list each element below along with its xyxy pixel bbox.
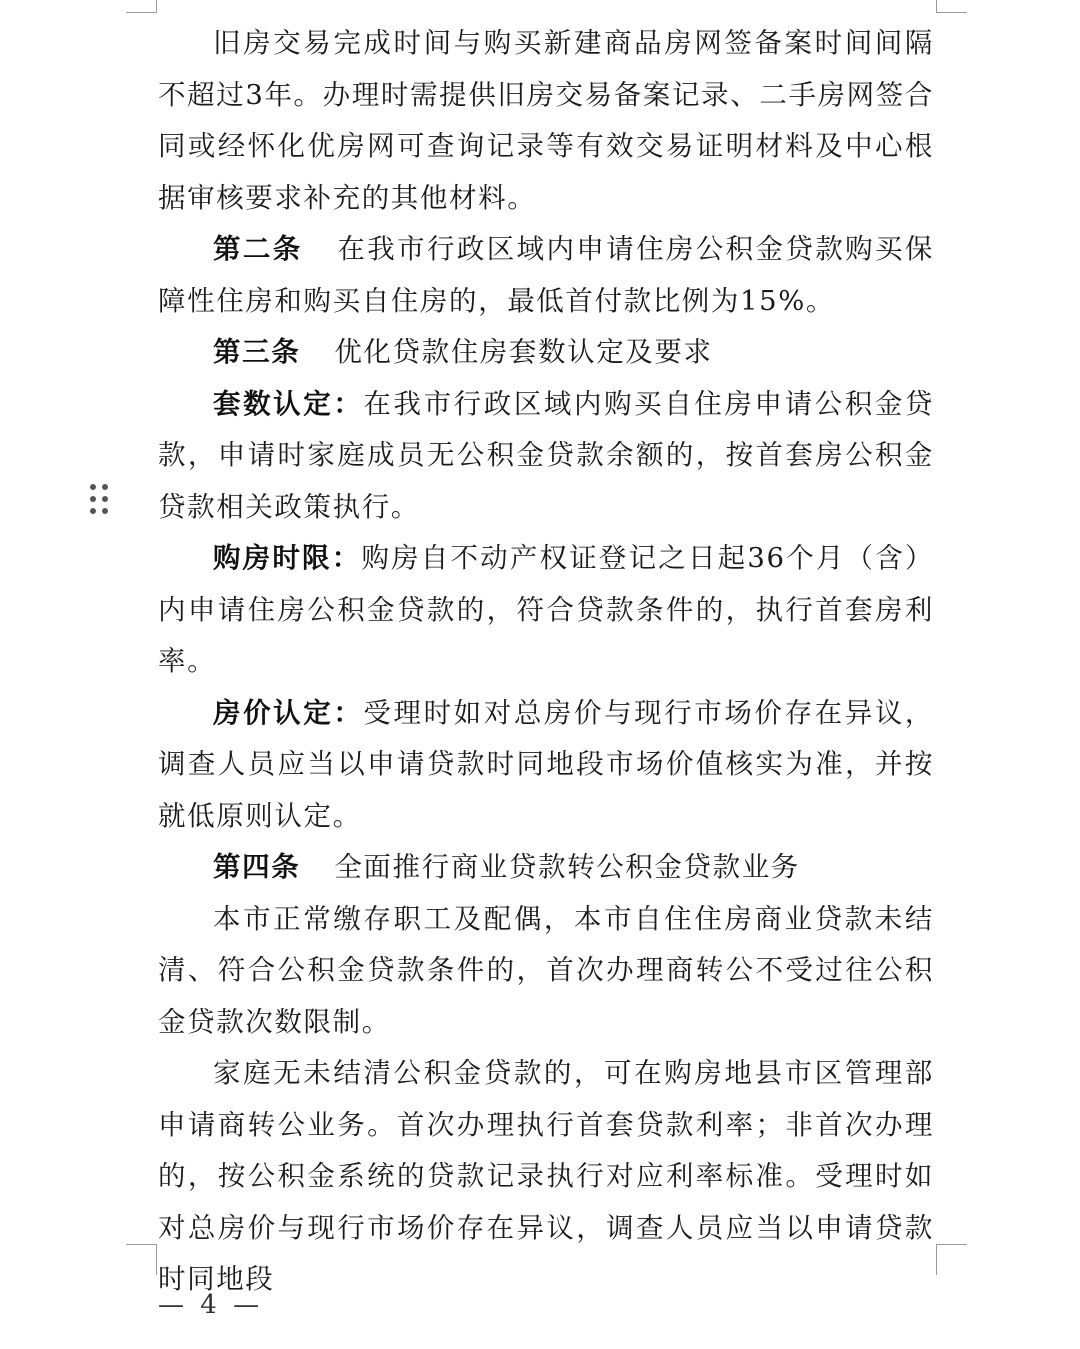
article-4: [158, 842, 934, 894]
sets-text: 在我市行政区域内购买自住房申请公积金贷款，申请时家庭成员无公积金贷款余额的，按首套房公积金贷款相关政策执行。: [158, 387, 935, 523]
sets-label: 套数认定：: [213, 387, 364, 420]
price-label: 房价认定：: [213, 696, 364, 729]
document-body: [158, 18, 934, 1306]
crop-mark-top-left: [126, 0, 157, 13]
paragraph-sets-determination: [158, 379, 934, 534]
paragraph-price-determination: [158, 688, 934, 843]
paragraph-art4-1: 本市正常缴存职工及配偶，本市自住住房商业贷款未结清、符合公积金贷款条件的，首次办理商转公不受过往公积金贷款次数限制。: [158, 902, 934, 1038]
crop-mark-bottom-right: [936, 1244, 967, 1275]
article-3: [158, 327, 934, 379]
price-text: 受理时如对总房价与现行市场价存在异议，调查人员应当以申请贷款时同地段市场价值核实为准，并按就低原则认定。: [158, 696, 935, 832]
article-3-title: 第三条: [213, 336, 301, 368]
paragraph-old-house-transaction: 旧房交易完成时间与购买新建商品房网签备案时间间隔不超过3年。办理时需提供旧房交易备案记录、二手房网签合同或经怀化优房网可查询记录等有效交易证明材料及中心根据审核要求补充的其他材料。: [158, 27, 934, 214]
article-4-text: 全面推行商业贷款转公积金贷款业务: [334, 851, 800, 883]
article-2-title: 第二条: [213, 233, 303, 265]
time-label: 购房时限：: [213, 542, 362, 574]
article-2-text: 在我市行政区域内申请住房公积金贷款购买保障性住房和购买自住房的，最低首付款比例为15%。: [158, 233, 934, 317]
time-text: 购房自不动产权证登记之日起36个月（含）内申请住房公积金贷款的，符合贷款条件的，执行首套房利率。: [158, 542, 934, 677]
drag-handle-icon[interactable]: [90, 484, 110, 516]
article-3-text: 优化贷款住房套数认定及要求: [334, 336, 713, 368]
article-2: [158, 224, 934, 327]
paragraph-art4-2: 家庭无未结清公积金贷款的，可在购房地县市区管理部申请商转公业务。首次办理执行首套贷款利率；非首次办理的，按公积金系统的贷款记录执行对应利率标准。受理时如对总房价与现行市场价存在异议，调查人员应当以申请贷款时同地段: [158, 1057, 934, 1295]
crop-mark-top-right: [936, 0, 967, 13]
paragraph-purchase-time-limit: [158, 533, 934, 688]
article-4-title: 第四条: [213, 851, 301, 883]
crop-mark-bottom-left: [126, 1244, 157, 1275]
page-number: — 4 —: [158, 1290, 264, 1320]
